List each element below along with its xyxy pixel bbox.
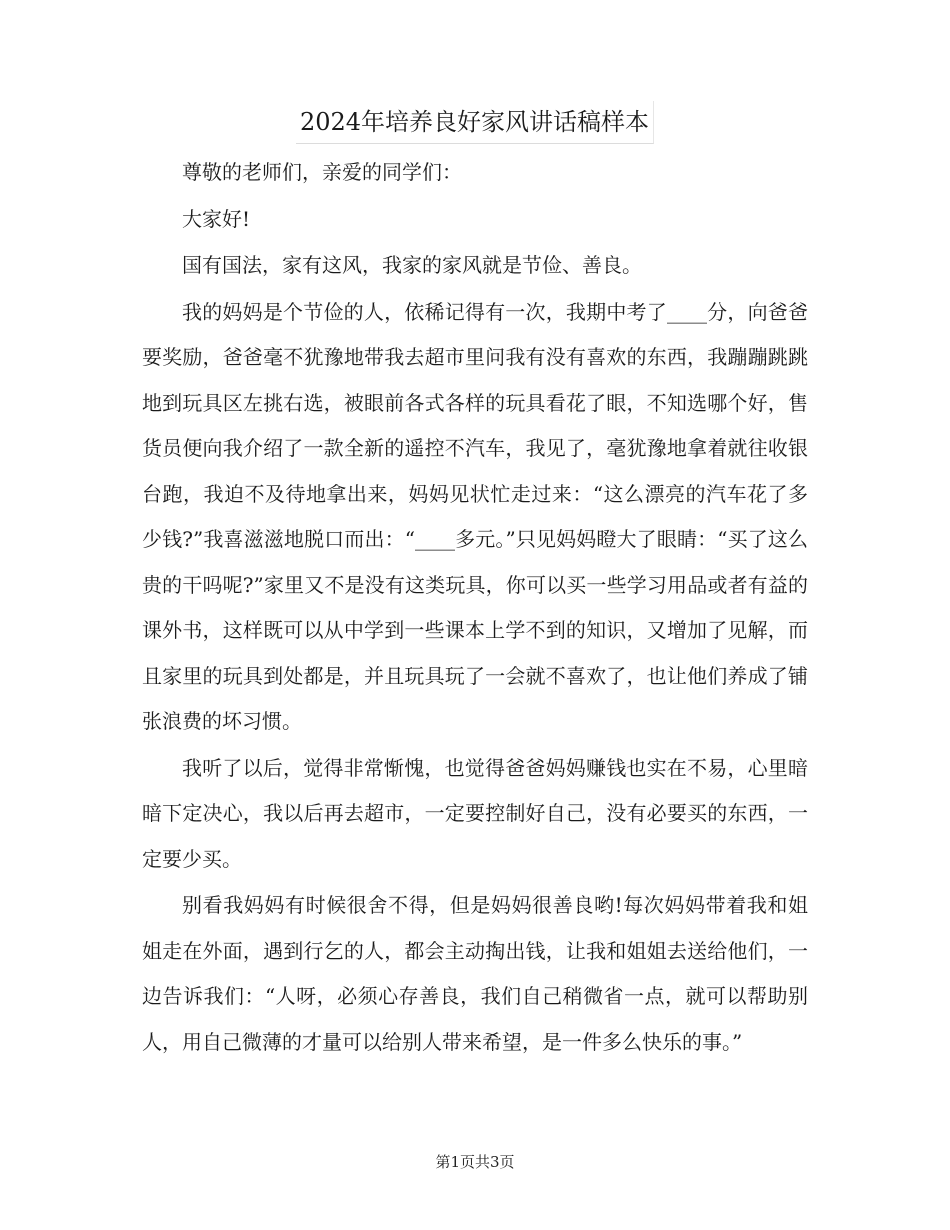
- document-title-text: 2024年培养良好家风讲话稿样本: [296, 101, 654, 144]
- document-title: [0, 100, 950, 144]
- paragraph-story: 我的妈妈是个节俭的人，依稀记得有一次，我期中考了____分，向爸爸要奖励，爸爸毫不犹豫地带我去超市里问我有没有喜欢的东西，我蹦蹦跳跳地到玩具区左挑右选，被眼前各式各样的玩具看花了眼，不知选哪个好，售货员便向我介绍了一款全新的遥控不汽车，我见了，毫犹豫地拿着就往收银台跑，我迫不及待地拿出来，妈妈见状忙走过来：“这么漂亮的汽车花了多少钱?”我喜滋滋地脱口而出：“____多元。”只见妈妈瞪大了眼睛：“买了这么贵的干吗呢?”家里又不是没有这类玩具，你可以买一些学习用品或者有益的课外书，这样既可以从中学到一些课本上学不到的知识，又增加了见解，而且家里的玩具到处都是，并且玩具玩了一会就不喜欢了，也让他们养成了铺张浪费的坏习惯。: [142, 299, 808, 733]
- paragraph-salutation: 尊敬的老师们，亲爱的同学们：: [182, 160, 462, 184]
- page-indicator: 第1页共3页: [435, 1153, 515, 1171]
- paragraph-reflection: 我听了以后，觉得非常惭愧，也觉得爸爸妈妈赚钱也实在不易，心里暗暗下定决心，我以后再去超市，一定要控制好自己，没有必要买的东西，一定要少买。: [142, 755, 808, 871]
- paragraph-greeting: 大家好!: [182, 206, 251, 231]
- paragraph-intro: 国有国法，家有这风，我家的家风就是节俭、善良。: [182, 253, 642, 277]
- paragraph-kindness: 别看我妈妈有时候很舍不得，但是妈妈很善良哟!每次妈妈带着我和姐姐走在外面，遇到行乞的人，都会主动掏出钱，让我和姐姐去送给他们，一边告诉我们：“人呀，必须心存善良，我们自己稍微省一点，就可以帮助别人，用自己微薄的才量可以给别人带来希望，是一件多么快乐的事。”: [142, 893, 808, 1054]
- document-body: [142, 150, 808, 1066]
